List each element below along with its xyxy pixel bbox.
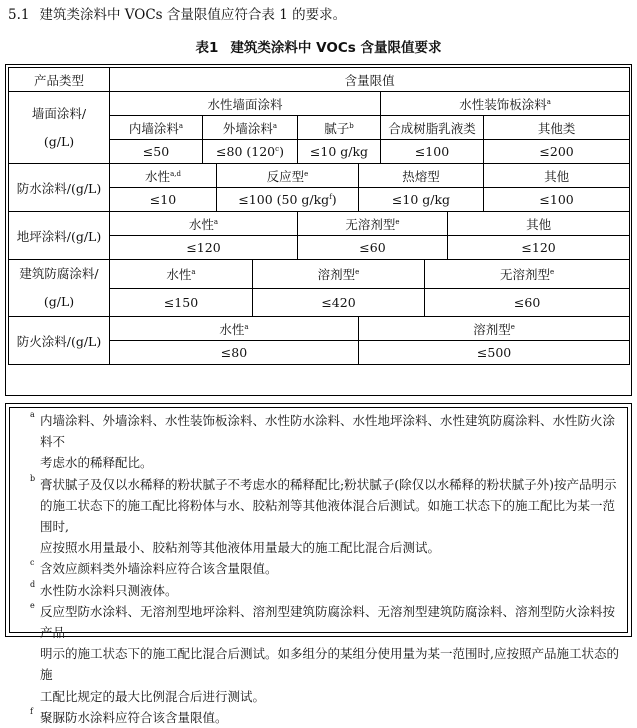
floor-solventfree-value: ≤60 [298, 236, 448, 260]
waterproof-reactive-value: ≤100 (50 $g/kg^f$) [217, 188, 359, 212]
waterproof-waterborne-value: ≤10 [110, 188, 217, 212]
floor-coatings-label: 地坪涂料/(g/L) [9, 212, 110, 260]
table-number: 表1 [195, 40, 219, 56]
wall-putty-value: ≤10 g/kg [298, 140, 381, 164]
wall-exterior-value: ≤80 (120$^c$) [203, 140, 298, 164]
floor-solventfree-header: 无溶剂型$^e$ [298, 212, 448, 236]
table-title [0, 36, 637, 56]
waterproof-header-row [9, 164, 630, 188]
fireproof-coatings-label: 防火涂料/(g/L) [9, 317, 110, 365]
note-b: b 膏状腻子及仅以水稀释的粉状腻子不考虑水的稀释配比;粉状腻子(除仅以水稀释的粉状腻子外)按产品明示 的施工状态下的施工配比将粉体与水、胶粘剂等其他液体混合后测试。如施工状态下的施工配比为某一范围时, 应按照水用量最小、胶粘剂等其他液体用量最大的施工配比混合后测试。 [30, 473, 617, 556]
note-d: d 水性防水涂料只测液体。 [30, 579, 178, 598]
anticorrosion-solventfree-header: 无溶剂型$^e$ [425, 260, 630, 289]
fireproof-solvent-header: 溶剂型$^e$ [359, 317, 630, 341]
waterproof-reactive-header: 反应型$^e$ [217, 164, 359, 188]
floor-other-value: ≤120 [448, 236, 630, 260]
note-a: a 内墙涂料、外墙涂料、水性装饰板涂料、水性防水涂料、水性地坪涂料、水性建筑防腐涂料、水性防火涂料不 考虑水的稀释配比。 [30, 410, 616, 471]
floor-waterborne-header: 水性$^a$ [110, 212, 298, 236]
anticorrosion-coatings-label: 建筑防腐涂料/ (g/L) [9, 260, 110, 317]
wall-interior-value: ≤50 [110, 140, 203, 164]
col-header-limit: 含量限值 [110, 68, 630, 92]
anticorrosion-waterborne-value: ≤150 [110, 288, 253, 317]
waterproof-waterborne-header: 水性$^{a,d}$ [110, 164, 217, 188]
wall-exterior-header: 外墙涂料$^a$ [203, 116, 298, 140]
wall-emulsion-header: 合成树脂乳液类 [381, 116, 484, 140]
anticorrosion-solvent-header: 溶剂型$^e$ [253, 260, 425, 289]
table-title-text: 建筑类涂料中 VOCs 含量限值要求 [230, 40, 442, 56]
floor-waterborne-value: ≤120 [110, 236, 298, 260]
section-heading [8, 3, 346, 23]
wall-emulsion-value: ≤100 [381, 140, 484, 164]
fireproof-waterborne-value: ≤80 [110, 341, 359, 365]
wall-putty-header: 腻子$^b$ [298, 116, 381, 140]
waterproof-other-value: ≤100 [484, 188, 630, 212]
wall-group-waterborne-wall: 水性墙面涂料 [110, 92, 381, 116]
anticorrosion-waterborne-header: 水性$^a$ [110, 260, 253, 289]
note-f: f 聚脲防水涂料应符合该含量限值。 [30, 706, 228, 725]
section-text: 建筑类涂料中 VOCs 含量限值应符合表 1 的要求。 [39, 7, 347, 23]
floor-other-header: 其他 [448, 212, 630, 236]
section-number: 5.1 [8, 7, 30, 23]
note-c: c 含效应颜料类外墙涂料应符合该含量限值。 [30, 558, 278, 577]
anticorrosion-header-row [9, 260, 630, 289]
fireproof-solvent-value: ≤500 [359, 341, 630, 365]
wall-group-decorative-board: 水性装饰板涂料$^a$ [381, 92, 630, 116]
anticorrosion-solventfree-value: ≤60 [425, 288, 630, 317]
table-notes-frame [5, 403, 632, 725]
note-e: e 反应型防水涂料、无溶剂型地坪涂料、溶剂型建筑防腐涂料、无溶剂型建筑防腐涂料、溶剂型防火涂料按产品 明示的施工状态下的施工配比混合后测试。如多组分的某组分使用量为某一范围时,应按照产品施工状态的施 工配比规定的最大比例混合后进行测试。 [30, 600, 619, 704]
floor-header-row [9, 212, 630, 236]
col-header-product: 产品类型 [9, 68, 110, 92]
fireproof-header-row [9, 317, 630, 341]
waterproof-other-header: 其他 [484, 164, 630, 188]
waterproof-hotmelt-value: ≤10 g/kg [359, 188, 484, 212]
fireproof-waterborne-header: 水性$^a$ [110, 317, 359, 341]
anticorrosion-solvent-value: ≤420 [253, 288, 425, 317]
table-header-row [9, 68, 630, 92]
wall-other-value: ≤200 [484, 140, 630, 164]
wall-other-header: 其他类 [484, 116, 630, 140]
voc-limits-table [8, 67, 630, 365]
wall-row-group [9, 92, 630, 116]
waterproof-hotmelt-header: 热熔型 [359, 164, 484, 188]
waterproof-coatings-label: 防水涂料/(g/L) [9, 164, 110, 212]
table-notes [9, 407, 628, 725]
wall-coatings-label: 墙面涂料/ (g/L) [9, 92, 110, 164]
wall-interior-header: 内墙涂料$^a$ [110, 116, 203, 140]
